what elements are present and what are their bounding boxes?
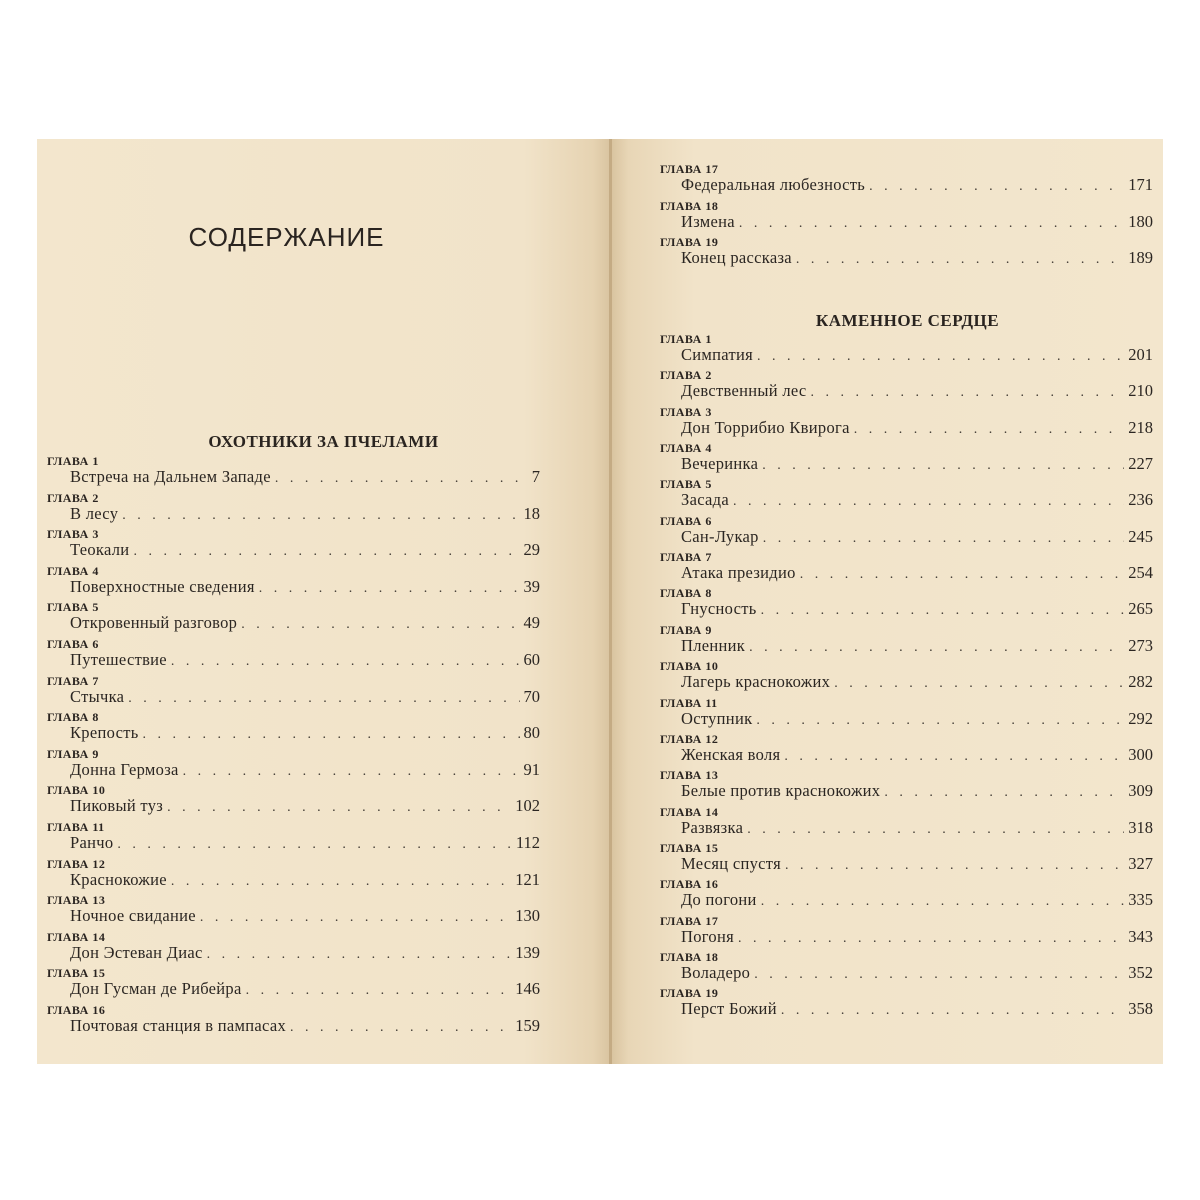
page-number: 227 — [1128, 454, 1153, 473]
chapter-label: ГЛАВА 7 — [660, 550, 712, 564]
toc-entry[interactable] — [681, 962, 1153, 983]
chapter-label: ГЛАВА 10 — [47, 783, 106, 797]
toc-entry[interactable] — [681, 562, 1153, 583]
toc-entry[interactable] — [70, 942, 540, 963]
chapter-title: Засада — [681, 490, 729, 509]
chapter-title: Девственный лес — [681, 381, 807, 400]
toc-entry[interactable] — [681, 853, 1153, 874]
toc-entry[interactable] — [681, 453, 1153, 474]
dot-leader — [785, 858, 1124, 874]
dot-leader — [183, 764, 520, 780]
chapter-title: Погоня — [681, 927, 734, 946]
dot-leader — [241, 617, 519, 633]
dot-leader — [122, 508, 519, 524]
page-number: 189 — [1128, 248, 1153, 267]
dot-leader — [756, 713, 1124, 729]
chapter-label: ГЛАВА 11 — [47, 820, 105, 834]
chapter-label: ГЛАВА 11 — [660, 696, 718, 710]
chapter-title: Дон Гусман де Рибейра — [70, 979, 242, 998]
chapter-title: Измена — [681, 212, 735, 231]
chapter-label: ГЛАВА 18 — [660, 950, 719, 964]
chapter-label: ГЛАВА 17 — [660, 162, 719, 176]
dot-leader — [834, 676, 1124, 692]
toc-entry[interactable] — [681, 247, 1153, 268]
page-number: 180 — [1128, 212, 1153, 231]
chapter-label: ГЛАВА 6 — [660, 514, 712, 528]
page-number: 29 — [523, 540, 540, 559]
chapter-title: Краснокожие — [70, 870, 167, 889]
chapter-label: ГЛАВА 7 — [47, 674, 99, 688]
dot-leader — [275, 471, 528, 487]
chapter-label: ГЛАВА 1 — [47, 454, 99, 468]
page-number: 300 — [1128, 745, 1153, 764]
page-number: 146 — [515, 979, 540, 998]
dot-leader — [128, 691, 519, 707]
chapter-title: Лагерь краснокожих — [681, 672, 831, 691]
chapter-title: Конец рассказа — [681, 248, 792, 267]
page-number: 18 — [523, 504, 540, 523]
chapter-title: Откровенный разговор — [70, 613, 238, 632]
chapter-label: ГЛАВА 8 — [47, 710, 99, 724]
toc-entry[interactable] — [681, 780, 1153, 801]
toc-entry[interactable] — [681, 889, 1153, 910]
chapter-label: ГЛАВА 4 — [47, 564, 99, 578]
chapter-label: ГЛАВА 14 — [47, 930, 106, 944]
toc-entry[interactable] — [681, 489, 1153, 510]
dot-leader — [167, 800, 511, 816]
chapter-title: Донна Гермоза — [70, 760, 179, 779]
chapter-title: До погони — [681, 890, 757, 909]
dot-leader — [259, 581, 520, 597]
chapter-label: ГЛАВА 16 — [660, 877, 719, 891]
chapter-label: ГЛАВА 12 — [47, 857, 106, 871]
dot-leader — [171, 874, 511, 890]
dot-leader — [246, 983, 512, 999]
page-number: 91 — [523, 760, 540, 779]
chapter-label: ГЛАВА 19 — [660, 986, 719, 1000]
chapter-label: ГЛАВА 15 — [47, 966, 106, 980]
toc-entry[interactable] — [681, 708, 1153, 729]
dot-leader — [738, 931, 1124, 947]
chapter-label: ГЛАВА 9 — [47, 747, 99, 761]
chapter-label: ГЛАВА 2 — [47, 491, 99, 505]
chapter-title: Поверхностные сведения — [70, 577, 255, 596]
chapter-title: Пиковый туз — [70, 796, 164, 815]
page-number: 159 — [515, 1016, 540, 1035]
page-number: 139 — [515, 943, 540, 962]
chapter-label: ГЛАВА 3 — [47, 527, 99, 541]
chapter-title: Дон Торрибио Квирога — [681, 418, 850, 437]
toc-entry[interactable] — [70, 539, 540, 560]
chapter-title: Симпатия — [681, 345, 754, 364]
dot-leader — [133, 544, 519, 560]
page-number: 70 — [523, 687, 540, 706]
chapter-label: ГЛАВА 9 — [660, 623, 712, 637]
dot-leader — [200, 910, 511, 926]
toc-entry[interactable] — [681, 344, 1153, 365]
dot-leader — [757, 349, 1124, 365]
chapter-title: Месяц спустя — [681, 854, 781, 873]
toc-entry[interactable] — [70, 612, 540, 633]
dot-leader — [761, 603, 1125, 619]
toc-entry[interactable] — [70, 832, 540, 853]
book-title: КАМЕННОЕ СЕРДЦЕ — [815, 311, 1000, 330]
page-number: 292 — [1128, 709, 1153, 728]
chapter-title: Атака президио — [681, 563, 796, 582]
page-number: 39 — [523, 577, 540, 596]
toc-entry[interactable] — [70, 869, 540, 890]
page-number: 201 — [1128, 345, 1153, 364]
chapter-label: ГЛАВА 5 — [660, 477, 712, 491]
chapter-label: ГЛАВА 18 — [660, 199, 719, 213]
page-number: 210 — [1128, 381, 1153, 400]
chapter-title: Женская воля — [681, 745, 781, 764]
chapter-label: ГЛАВА 6 — [47, 637, 99, 651]
chapter-title: Пленник — [681, 636, 746, 655]
chapter-label: ГЛАВА 16 — [47, 1003, 106, 1017]
chapter-label: ГЛАВА 12 — [660, 732, 719, 746]
page-number: 245 — [1128, 527, 1153, 546]
dot-leader — [143, 727, 520, 743]
dot-leader — [749, 640, 1124, 656]
chapter-title: Воладеро — [681, 963, 751, 982]
chapter-title: Гнусность — [681, 599, 757, 618]
dot-leader — [207, 947, 512, 963]
toc-entry[interactable] — [70, 905, 540, 926]
chapter-title: Перст Божий — [681, 999, 777, 1018]
dot-leader — [884, 785, 1124, 801]
toc-entry[interactable] — [681, 526, 1153, 547]
chapter-title: Теокали — [70, 540, 130, 559]
toc-entry[interactable] — [70, 466, 540, 487]
chapter-label: ГЛАВА 19 — [660, 235, 719, 249]
dot-leader — [762, 458, 1124, 474]
chapter-label: ГЛАВА 8 — [660, 586, 712, 600]
chapter-title: Крепость — [70, 723, 139, 742]
chapter-label: ГЛАВА 4 — [660, 441, 712, 455]
dot-leader — [869, 179, 1124, 195]
toc-entry[interactable] — [70, 978, 540, 999]
toc-entry[interactable] — [681, 817, 1153, 838]
chapter-label: ГЛАВА 17 — [660, 914, 719, 928]
page-number: 335 — [1128, 890, 1153, 909]
dot-leader — [796, 252, 1124, 268]
dot-leader — [763, 531, 1125, 547]
chapter-title: Дон Эстеван Диас — [70, 943, 203, 962]
chapter-label: ГЛАВА 13 — [660, 768, 719, 782]
dot-leader — [117, 837, 511, 853]
page-number: 112 — [515, 833, 540, 852]
contents-title: СОДЕРЖАНИЕ — [188, 222, 385, 252]
page-number: 318 — [1128, 818, 1153, 837]
toc-entry[interactable] — [70, 649, 540, 670]
chapter-label: ГЛАВА 3 — [660, 405, 712, 419]
page-number: 343 — [1128, 927, 1153, 946]
page-number: 218 — [1128, 418, 1153, 437]
toc-entry[interactable] — [70, 795, 540, 816]
dot-leader — [781, 1003, 1124, 1019]
page-number: 282 — [1128, 672, 1153, 691]
dot-leader — [754, 967, 1124, 983]
toc-entry[interactable] — [681, 417, 1153, 438]
page-number: 327 — [1128, 854, 1153, 873]
page-number: 352 — [1128, 963, 1153, 982]
dot-leader — [747, 822, 1124, 838]
toc-entry[interactable] — [681, 380, 1153, 401]
page-number: 102 — [515, 796, 540, 815]
toc-entry[interactable] — [681, 211, 1153, 232]
toc-entry[interactable] — [70, 759, 540, 780]
page-number: 7 — [531, 467, 540, 486]
toc-entry[interactable] — [681, 926, 1153, 947]
toc-entry[interactable] — [681, 744, 1153, 765]
dot-leader — [811, 385, 1125, 401]
dot-leader — [739, 216, 1124, 232]
page-number: 80 — [523, 723, 540, 742]
chapter-label: ГЛАВА 14 — [660, 805, 719, 819]
dot-leader — [171, 654, 520, 670]
chapter-label: ГЛАВА 13 — [47, 893, 106, 907]
chapter-title: Встреча на Дальнем Западе — [70, 467, 271, 486]
toc-entry[interactable] — [681, 598, 1153, 619]
page-number: 309 — [1128, 781, 1153, 800]
toc-entry[interactable] — [70, 576, 540, 597]
toc-entry[interactable] — [681, 671, 1153, 692]
chapter-label: ГЛАВА 15 — [660, 841, 719, 855]
chapter-label: ГЛАВА 2 — [660, 368, 712, 382]
toc-entry[interactable] — [70, 1015, 540, 1036]
page-number: 121 — [515, 870, 540, 889]
chapter-title: Ранчо — [70, 833, 114, 852]
chapter-title: Путешествие — [70, 650, 167, 669]
page-number: 130 — [515, 906, 540, 925]
toc-entry[interactable] — [70, 686, 540, 707]
toc-entry[interactable] — [681, 635, 1153, 656]
chapter-label: ГЛАВА 1 — [660, 332, 712, 346]
toc-entry[interactable] — [681, 174, 1153, 195]
page-number: 265 — [1128, 599, 1153, 618]
chapter-title: Белые против краснокожих — [681, 781, 881, 800]
page-number: 358 — [1128, 999, 1153, 1018]
chapter-label: ГЛАВА 10 — [660, 659, 719, 673]
chapter-title: Почтовая станция в пампасах — [70, 1016, 287, 1035]
chapter-label: ГЛАВА 5 — [47, 600, 99, 614]
chapter-title: Ночное свидание — [70, 906, 196, 925]
chapter-title: Развязка — [681, 818, 744, 837]
page-number: 171 — [1128, 175, 1153, 194]
page-number: 60 — [523, 650, 540, 669]
chapter-title: Вечеринка — [681, 454, 759, 473]
chapter-title: Стычка — [70, 687, 125, 706]
toc-entry[interactable] — [70, 722, 540, 743]
dot-leader — [290, 1020, 511, 1036]
page-number: 236 — [1128, 490, 1153, 509]
chapter-title: Федеральная любезность — [681, 175, 866, 194]
chapter-title: В лесу — [70, 504, 119, 523]
toc-entry[interactable] — [70, 503, 540, 524]
page-number: 254 — [1128, 563, 1153, 582]
page-number: 49 — [523, 613, 540, 632]
dot-leader — [761, 894, 1125, 910]
chapter-title: Оступник — [681, 709, 753, 728]
dot-leader — [854, 422, 1125, 438]
page-number: 273 — [1128, 636, 1153, 655]
chapter-title: Сан-Лукар — [681, 527, 759, 546]
dot-leader — [733, 494, 1124, 510]
book-title: ОХОТНИКИ ЗА ПЧЕЛАМИ — [208, 432, 439, 451]
toc-entry[interactable] — [681, 998, 1153, 1019]
dot-leader — [800, 567, 1125, 583]
dot-leader — [784, 749, 1124, 765]
